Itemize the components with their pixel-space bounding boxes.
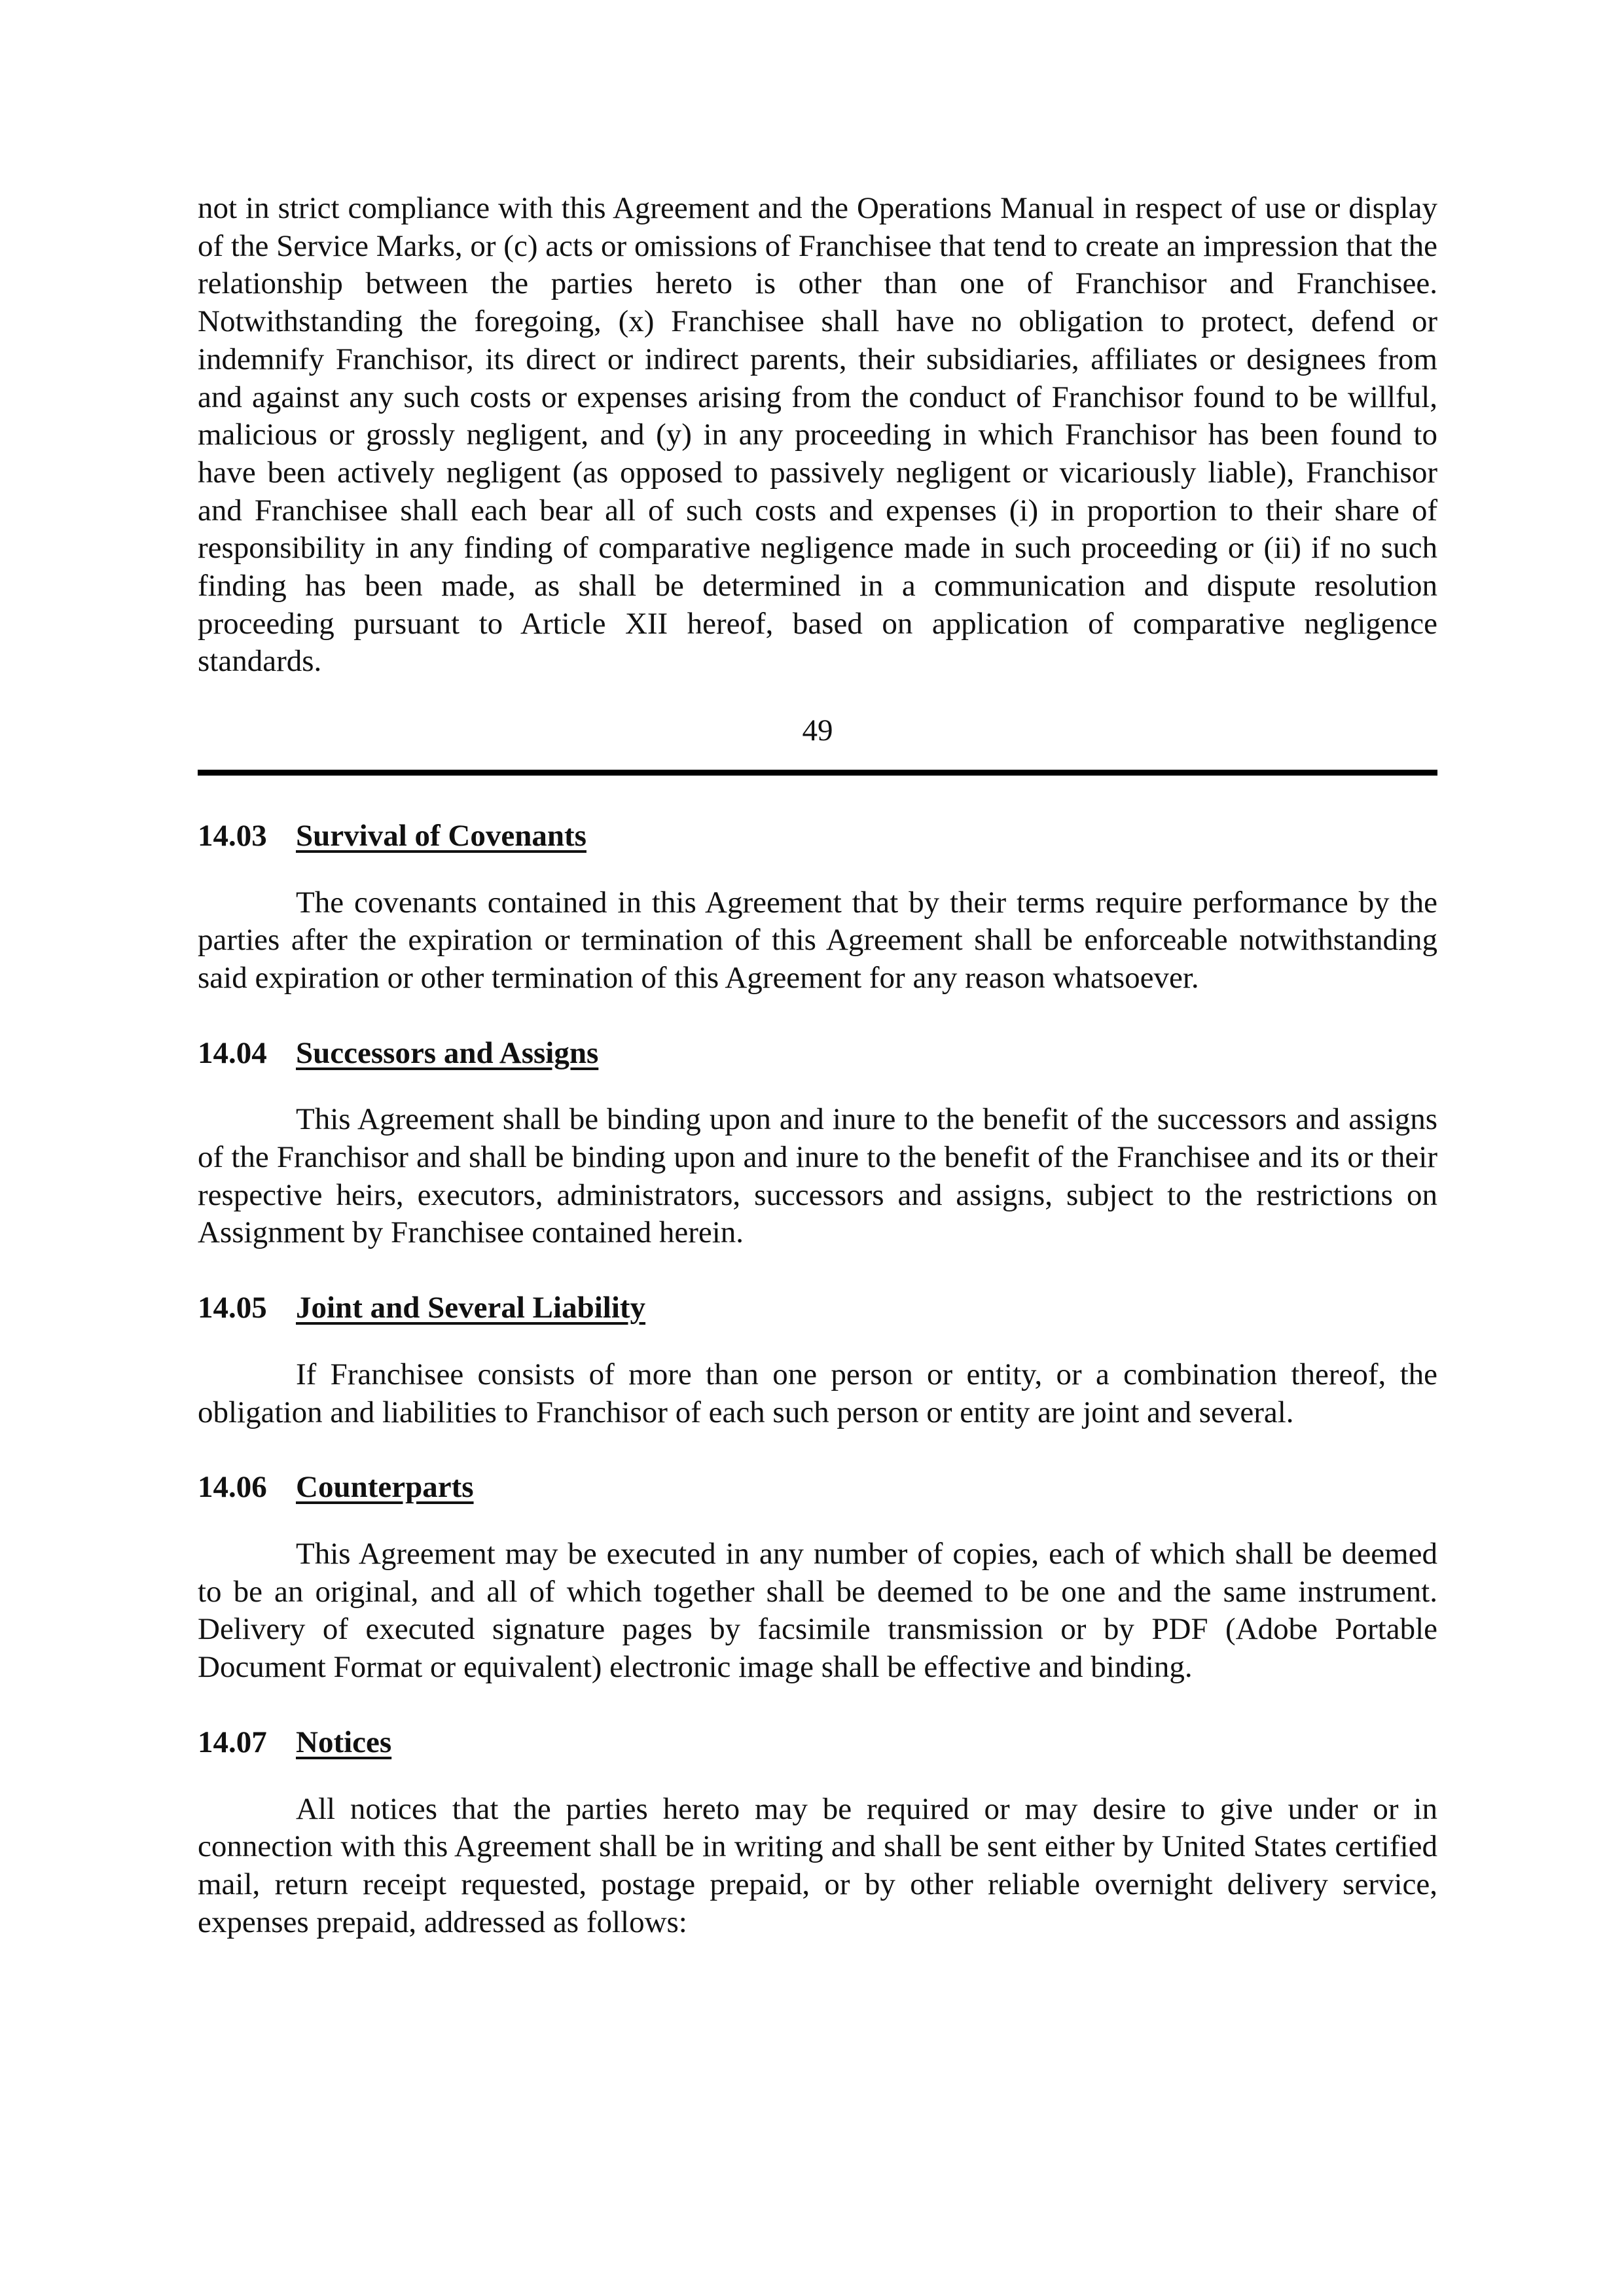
section-number: 14.04 — [198, 1035, 267, 1070]
section-heading — [198, 817, 1437, 855]
section-heading — [198, 1469, 1437, 1507]
section-body: The covenants contained in this Agreement that by their terms require performance by the parties after the expiration or termination of this Agreement shall be enforceable notwithstanding said expiration or other termination of this Agreement for any reason whatsoever. — [198, 885, 1437, 995]
section-14-07 — [198, 1724, 1437, 1942]
page-break-rule — [198, 770, 1437, 776]
section-14-03 — [198, 817, 1437, 997]
section-number: 14.03 — [198, 818, 267, 853]
section-title: Joint and Several Liability — [296, 1291, 646, 1325]
section-title: Survival of Covenants — [296, 818, 586, 853]
section-14-04 — [198, 1035, 1437, 1253]
section-body: All notices that the parties hereto may be required or may desire to give under or in connection with this Agreement shall be in writing and shall be sent either by United States certified mail, return receipt requested, postage prepaid, or by other reliable overnight delivery service, expenses prepaid, addressed as follows: — [198, 1791, 1437, 1939]
document-page — [198, 190, 1437, 1979]
section-number: 14.05 — [198, 1291, 267, 1325]
continued-paragraph: not in strict compliance with this Agreement and the Operations Manual in respect of use or display of the Service Marks, or (c) acts or omissions of Franchisee that tend to create an impression that the relationship between the parties hereto is other than one of Franchisor and Franchisee. Notwithstanding the foregoing, (x) Franchisee shall have no obligation to protect, defend or indemnify Franchisor, its direct or indirect parents, their subsidiaries, affiliates or designees from and against any such costs or expenses arising from the conduct of Franchisor found to be willful, malicious or grossly negligent, and (y) in any proceeding in which Franchisor has been found to have been actively negligent (as opposed to passively negligent or vicariously liable), Franchisor and Franchisee shall each bear all of such costs and expenses (i) in proportion to their share of responsibility in any finding of comparative negligence made in such proceeding or (ii) if no such finding has been made, as shall be determined in a communication and dispute resolution proceeding pursuant to Article XII hereof, based on application of comparative negligence standards. — [198, 191, 1437, 679]
section-body: If Franchisee consists of more than one person or entity, or a combination thereof, the obligation and liabilities to Franchisor of each such person or entity are joint and several. — [198, 1357, 1437, 1429]
section-14-06 — [198, 1469, 1437, 1687]
section-heading — [198, 1724, 1437, 1762]
section-number: 14.06 — [198, 1470, 267, 1505]
section-title: Successors and Assigns — [296, 1035, 599, 1070]
section-heading — [198, 1289, 1437, 1327]
section-heading — [198, 1035, 1437, 1073]
section-title: Counterparts — [296, 1470, 474, 1505]
page-number: 49 — [802, 713, 833, 748]
section-number: 14.07 — [198, 1725, 267, 1759]
section-title: Notices — [296, 1725, 392, 1759]
section-body: This Agreement may be executed in any number of copies, each of which shall be deemed to be an original, and all of which together shall be deemed to be one and the same instrument. Delivery of executed signature pages by facsimile transmission or by PDF (Adobe Portable Document Format or equivalent) electronic image shall be effective and binding. — [198, 1536, 1437, 1685]
section-body: This Agreement shall be binding upon and inure to the benefit of the successors and assigns of the Franchisor and shall be binding upon and inure to the benefit of the Franchisee and its or their respective heirs, executors, administrators, successors and assigns, subject to the restrictions on Assignment by Franchisee contained herein. — [198, 1102, 1437, 1250]
section-14-05 — [198, 1289, 1437, 1431]
